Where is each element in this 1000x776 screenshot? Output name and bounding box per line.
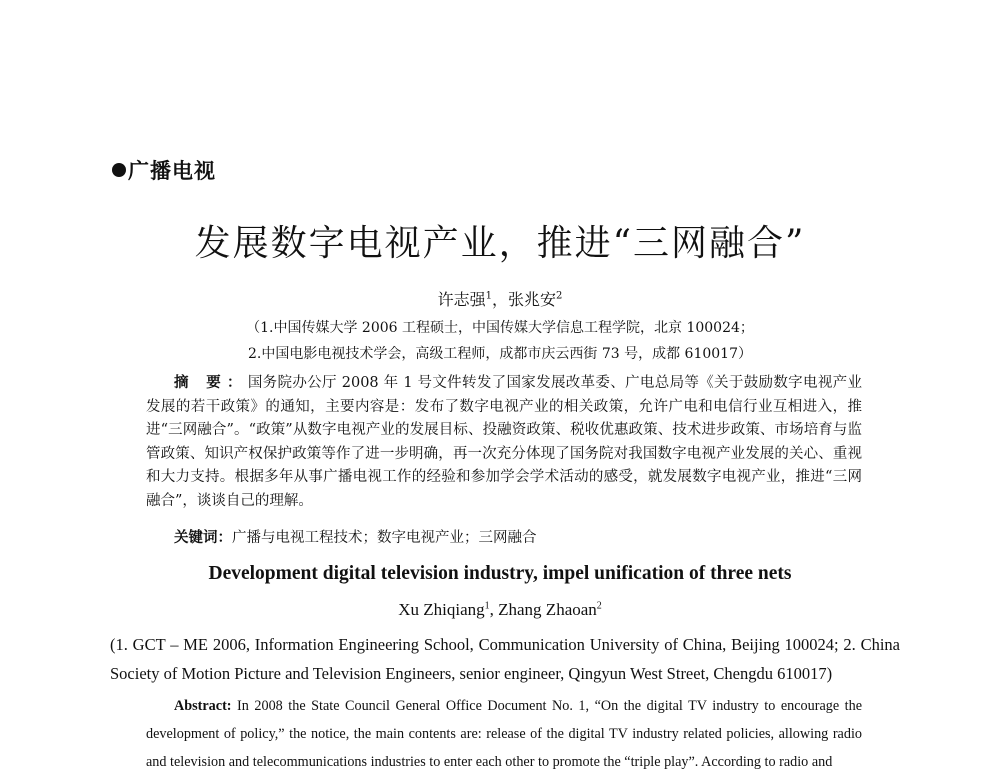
abstract-en-text: In 2008 the State Council General Office Document No. 1, “On the digital TV industry to encourage the development of policy,” the notice, the main contents are: release of the digital TV industry related policies, allowing radio and television and telecommunications industries to enter each other to promote the “triple play”. According to radio and xyxy=(146,698,862,770)
affiliation-english: (1. GCT – ME 2006, Information Engineering School, Communication University of China, Beijing 100024; 2. China Society of Motion Picture and Television Engineers, senior engineer, Qingyun West Street, Chengdu 610017) xyxy=(110,635,900,683)
author-1-zh: 许志强 xyxy=(437,290,486,309)
keywords-chinese xyxy=(174,526,537,547)
authors-english xyxy=(0,600,1000,620)
abstract-en-label: Abstract: xyxy=(174,698,232,714)
author-1-zh-affil-mark: 1 xyxy=(485,290,492,302)
bullet-icon xyxy=(112,163,126,177)
keywords-zh-label: 关键词： xyxy=(174,530,232,546)
author-separator-zh: ， xyxy=(491,290,508,309)
section-label: 广播电视 xyxy=(128,159,216,183)
section-heading xyxy=(112,155,216,185)
authors-chinese xyxy=(0,287,1000,310)
author-2-en: Zhang Zhaoan xyxy=(498,600,597,619)
author-1-en: Xu Zhiqiang xyxy=(398,600,485,619)
abstract-zh-text: 国务院办公厅 2008 年 1 号文件转发了国家发展改革委、广电总局等《关于鼓励数字电视产业发展的若干政策》的通知，主要内容是：发布了数字电视产业的相关政策，允许广电和电信行业互相进入，推进“三网融合”。“政策”从数字电视产业的发展目标、投融资政策、税收优惠政策、技术进步政策、市场培育与监管政策、知识产权保护政策等作了进一步明确，再一次充分体现了国务院对我国数字电视产业发展的关心、重视和大力支持。根据多年从事广播电视工作的经验和参加学会学术活动的感受，就发展数字电视产业，推进“三网融合”，谈谈自己的理解。 xyxy=(146,375,862,509)
abstract-zh-label: 摘 要： xyxy=(174,375,248,391)
author-2-zh: 张兆安 xyxy=(508,290,557,309)
title-chinese: 发展数字电视产业，推进“三网融合” xyxy=(194,223,806,264)
title-english: Development digital television industry, impel unification of three nets xyxy=(208,563,792,584)
affiliation-zh-line-2: 2.中国电影电视技术学会，高级工程师，成都市庆云西街 73 号，成都 610017） xyxy=(248,346,752,362)
author-separator-en: , xyxy=(489,600,499,619)
abstract-english xyxy=(146,692,862,776)
keywords-zh-text: 广播与电视工程技术；数字电视产业；三网融合 xyxy=(232,530,537,546)
author-2-en-affil-mark: 2 xyxy=(596,600,602,612)
abstract-chinese xyxy=(146,372,862,513)
affiliation-zh-line-1: （1.中国传媒大学 2006 工程硕士，中国传媒大学信息工程学院，北京 100024； xyxy=(246,320,754,336)
author-1-en-affil-mark: 1 xyxy=(484,600,490,612)
author-2-zh-affil-mark: 2 xyxy=(556,290,563,302)
